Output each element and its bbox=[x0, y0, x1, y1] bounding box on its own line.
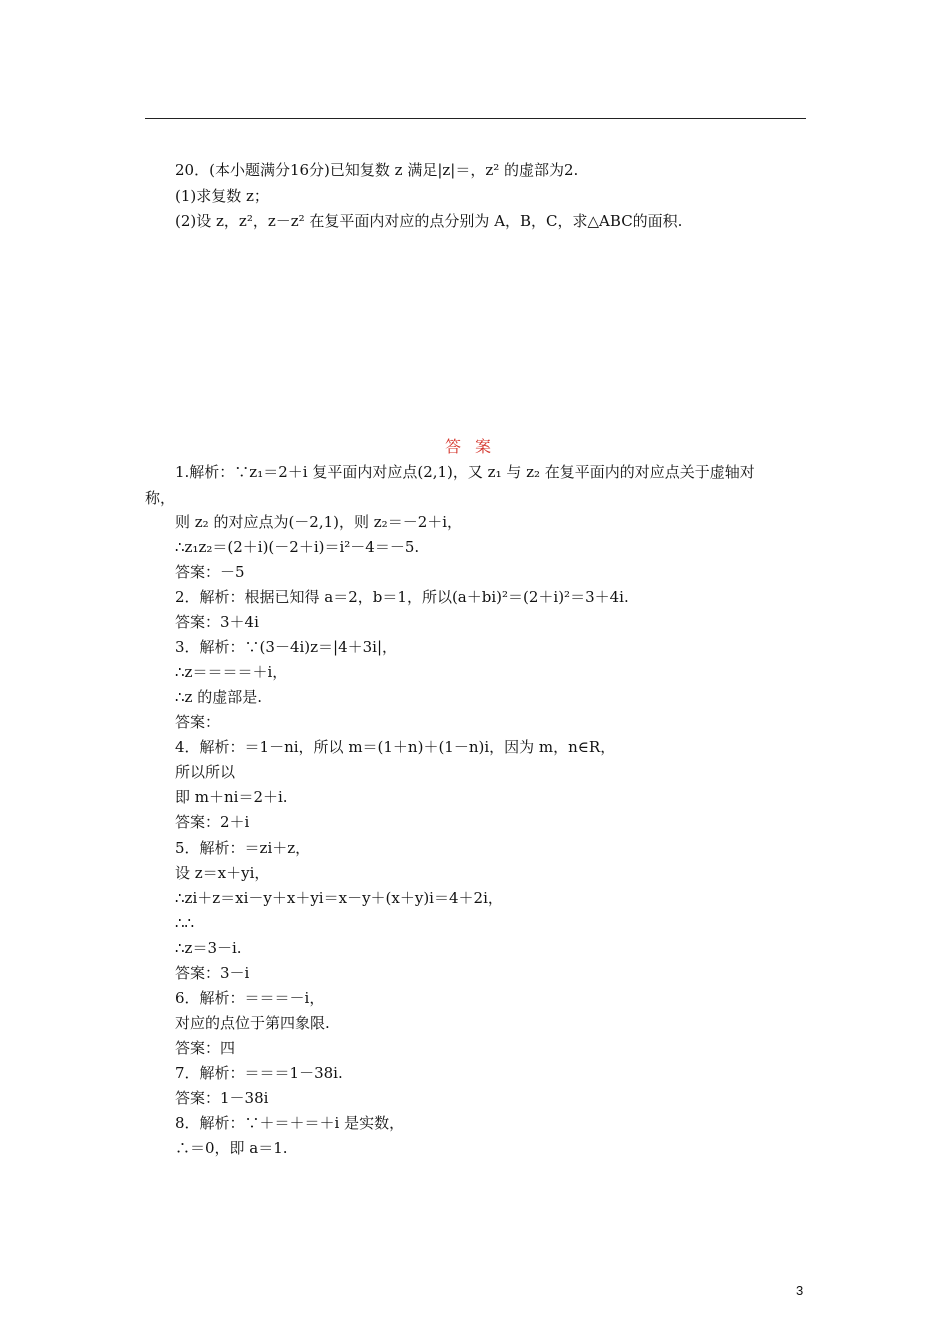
answer-line: 8．解析：∵＋＝＋＝＋i 是实数， bbox=[175, 1114, 405, 1132]
page-number: 3 bbox=[796, 1283, 804, 1298]
answer-line: 答案：2＋i bbox=[175, 813, 250, 831]
answer-line: 答案：－5 bbox=[175, 563, 245, 581]
answer-line: 6．解析：＝＝＝－i， bbox=[175, 989, 325, 1007]
answer-line: 5．解析：＝zi＋z， bbox=[175, 839, 311, 857]
answer-line: 答案：3＋4i bbox=[175, 613, 259, 631]
answers-heading: 答案 bbox=[444, 437, 505, 456]
answer-line: 则 z₂ 的对应点为(－2,1)，则 z₂＝－2＋i， bbox=[175, 513, 463, 531]
answer-line: 对应的点位于第四象限. bbox=[175, 1014, 330, 1032]
answer-line: 1.解析：∵z₁＝2＋i 复平面内对应点(2,1)，又 z₁ 与 z₂ 在复平面内的对应点关于虚轴对 bbox=[175, 463, 755, 481]
answer-line: 2．解析：根据已知得 a＝2，b＝1，所以(a＋bi)²＝(2＋i)²＝3＋4i. bbox=[175, 588, 629, 606]
answer-line: 答案： bbox=[175, 713, 221, 731]
answer-line: 3．解析：∵(3－4i)z＝|4＋3i|， bbox=[175, 638, 398, 656]
answer-line: ∴z₁z₂＝(2＋i)(－2＋i)＝i²－4＝－5. bbox=[175, 538, 420, 556]
answer-line: 4．解析：＝1－ni，所以 m＝(1＋n)＋(1－n)i，因为 m，n∈R， bbox=[175, 738, 616, 756]
answer-line: ∴∴ bbox=[175, 914, 195, 932]
answer-line: 7．解析：＝＝＝1－38i. bbox=[175, 1064, 343, 1082]
answer-line: 即 m＋ni＝2＋i. bbox=[175, 788, 288, 806]
answer-line: ∴z＝3－i. bbox=[175, 939, 242, 957]
answer-line: ∴z＝＝＝＝＋i， bbox=[175, 663, 288, 681]
answer-line: 所以所以 bbox=[175, 763, 236, 781]
problem-part-1: (1)求复数 z； bbox=[175, 187, 269, 205]
problem-part-2: (2)设 z，z²，z－z² 在复平面内对应的点分别为 A，B，C，求△ABC的面积. bbox=[175, 212, 683, 230]
answer-line: 称， bbox=[145, 489, 176, 507]
answer-line: 设 z＝x＋yi， bbox=[175, 864, 270, 882]
answer-line: 答案：1－38i bbox=[175, 1089, 269, 1107]
answer-line: ∴zi＋z＝xi－y＋x＋yi＝x－y＋(x＋y)i＝4＋2i， bbox=[175, 889, 503, 907]
answer-line: 答案：四 bbox=[175, 1039, 236, 1057]
problem-statement: 20．(本小题满分16分)已知复数 z 满足|z|＝，z² 的虚部为2. bbox=[175, 161, 579, 179]
answer-line: ∴＝0，即 a＝1. bbox=[175, 1139, 288, 1157]
answer-line: 答案：3－i bbox=[175, 964, 250, 982]
answer-line: ∴z 的虚部是. bbox=[175, 688, 262, 706]
header-rule bbox=[145, 118, 806, 119]
